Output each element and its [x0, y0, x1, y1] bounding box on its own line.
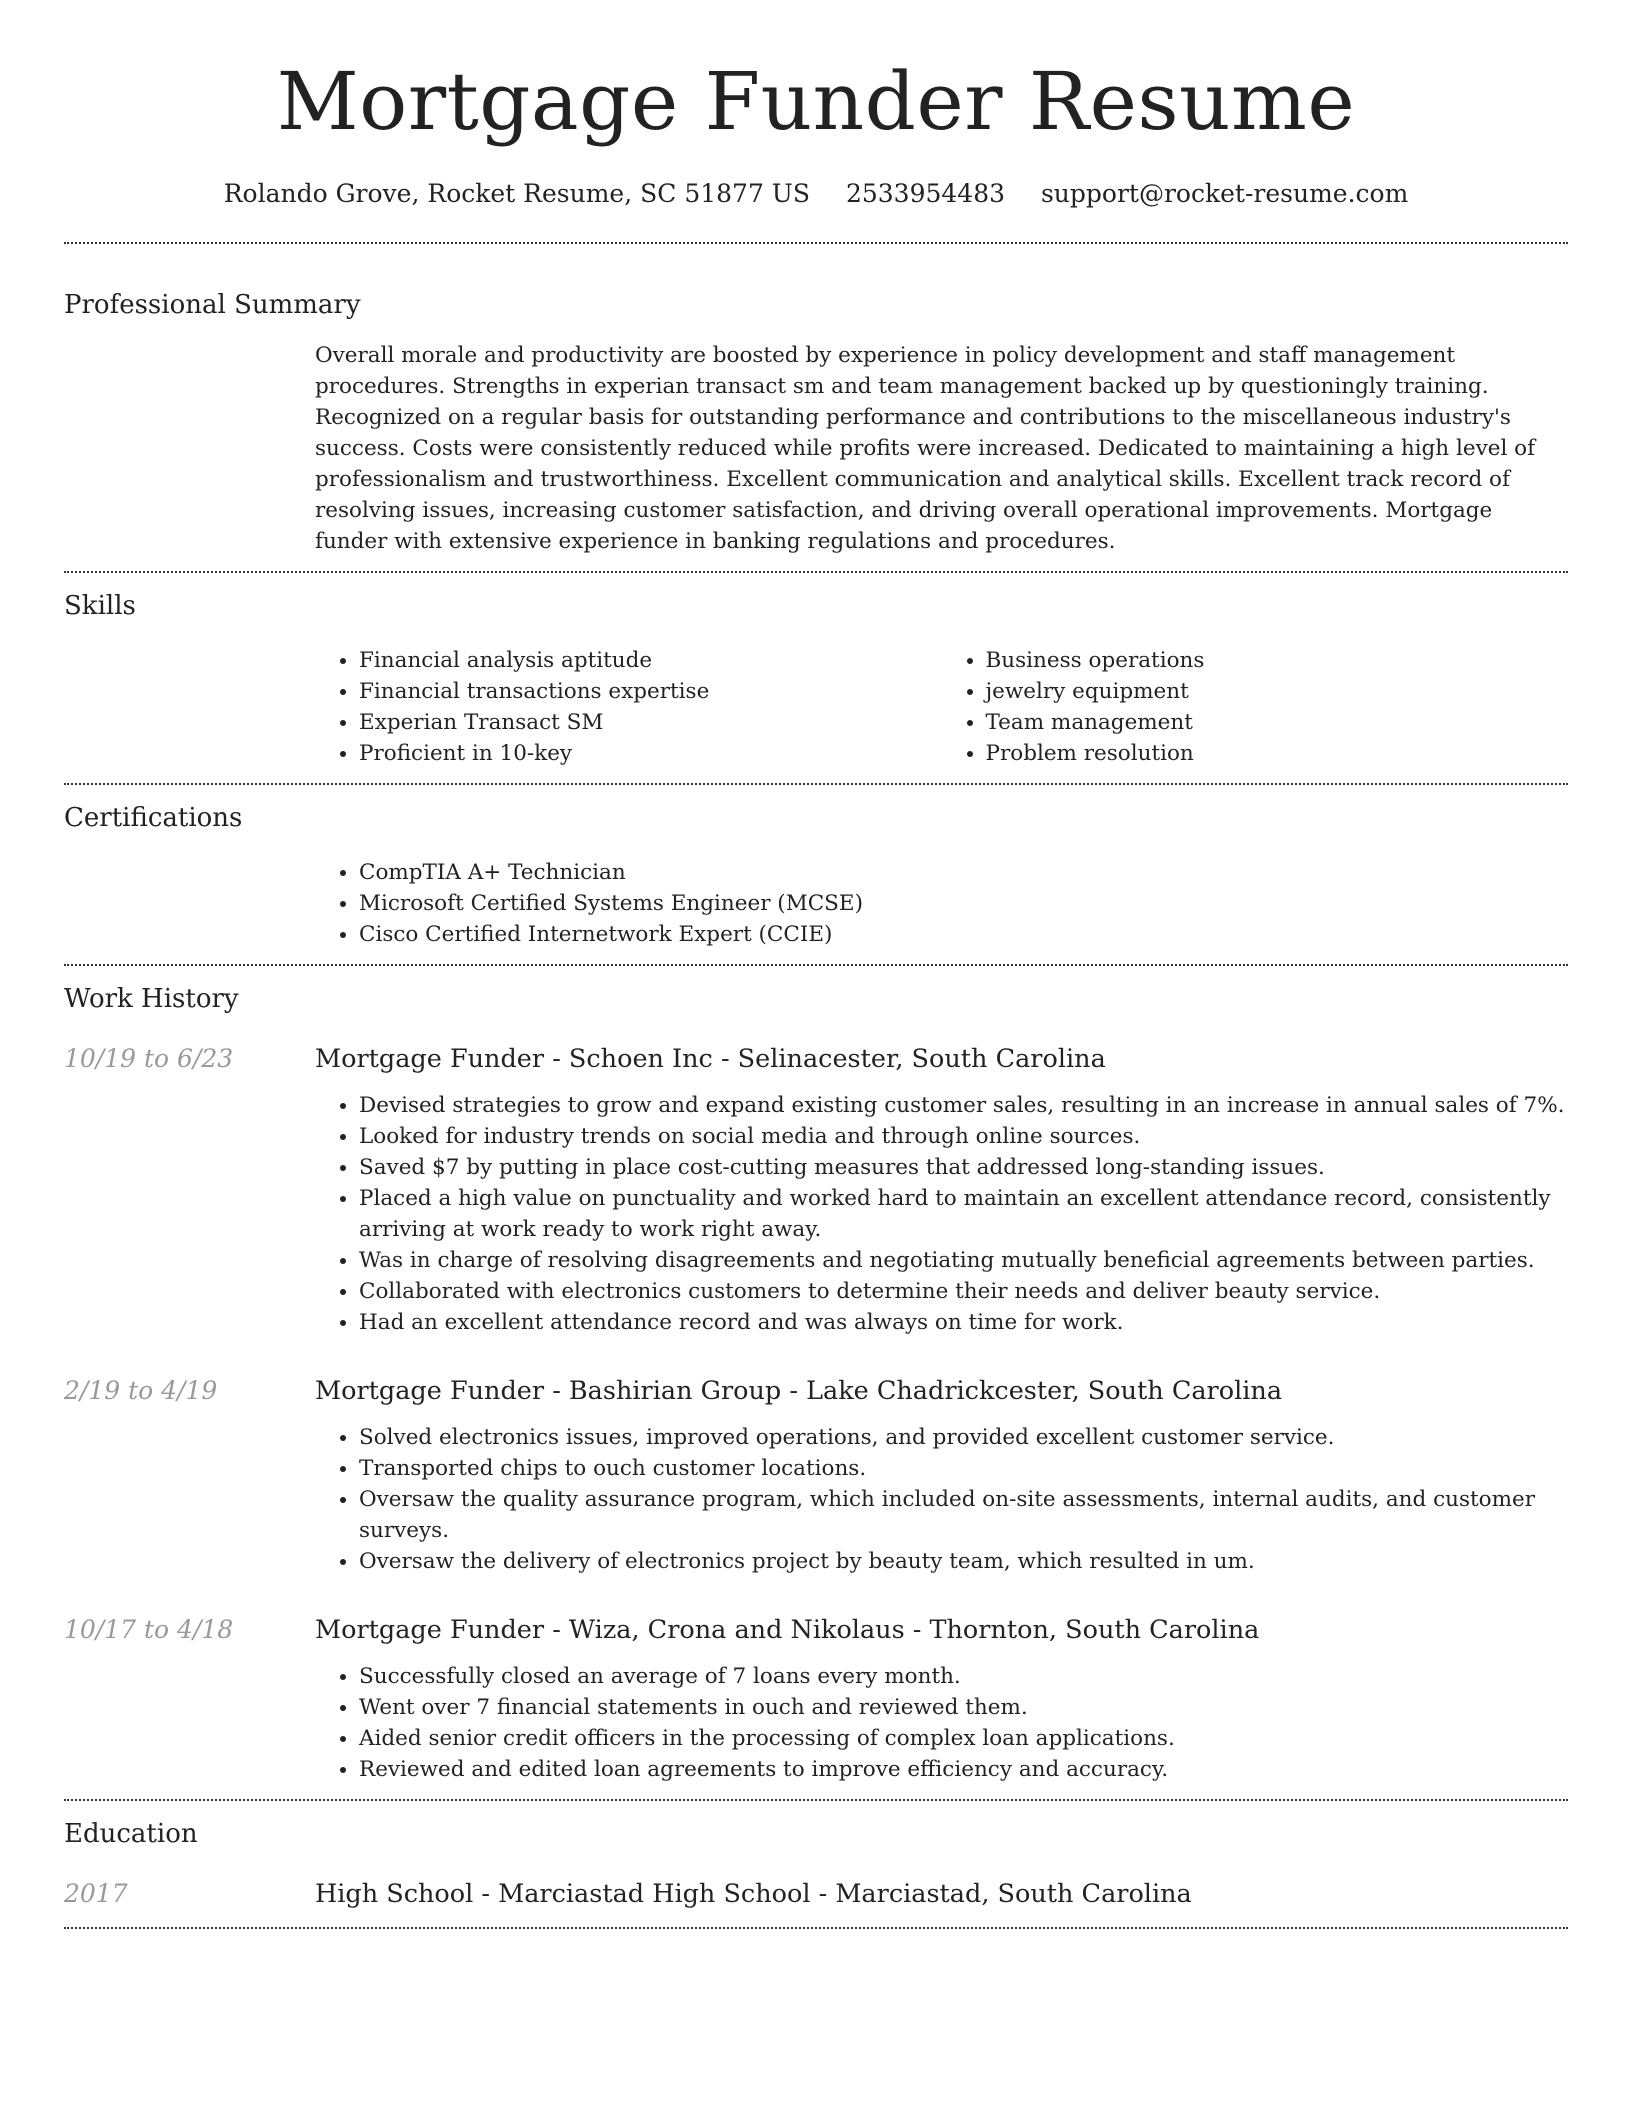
summary-heading: Professional Summary	[64, 290, 361, 320]
job-body	[315, 1611, 1568, 1785]
skills-list-left	[315, 645, 942, 769]
education-entry	[64, 1875, 1568, 1913]
education-dates: 2017	[64, 1879, 128, 1908]
skills-list-right	[942, 645, 1569, 769]
job-entry	[64, 1611, 1568, 1785]
certifications-section	[64, 785, 1568, 964]
skills-section	[64, 573, 1568, 783]
job-title: Mortgage Funder - Wiza, Crona and Nikolaus - Thornton, South Carolina	[315, 1615, 1260, 1645]
job-body	[315, 1372, 1568, 1577]
skill-item: • jewelry equipment	[986, 676, 1569, 707]
education-heading: Education	[64, 1819, 198, 1849]
job-bullet: • Oversaw the delivery of electronics project by beauty team, which resulted in um.	[359, 1546, 1568, 1577]
education-title: High School - Marciastad High School - Marciastad, South Carolina	[315, 1879, 1192, 1909]
job-bullet: • Successfully closed an average of 7 loans every month.	[359, 1661, 1568, 1692]
job-title: Mortgage Funder - Bashirian Group - Lake Chadrickcester, South Carolina	[315, 1376, 1283, 1406]
job-dates: 10/17 to 4/18	[64, 1615, 234, 1644]
job-bullets	[315, 1422, 1568, 1577]
job-bullet: • Transported chips to ouch customer locations.	[359, 1453, 1568, 1484]
job-bullet: • Collaborated with electronics customers to determine their needs and deliver beauty service.	[359, 1276, 1568, 1307]
skill-item: • Team management	[986, 707, 1569, 738]
skills-grid	[315, 645, 1568, 769]
work-heading: Work History	[64, 984, 239, 1014]
job-bullet: • Looked for industry trends on social media and through online sources.	[359, 1121, 1568, 1152]
job-bullets	[315, 1661, 1568, 1785]
contact-address: Rolando Grove, Rocket Resume, SC 51877 US	[223, 179, 810, 208]
job-entry	[64, 1372, 1568, 1577]
resume-title: Mortgage Funder Resume	[276, 55, 1356, 148]
certification-item: • Microsoft Certified Systems Engineer (MCSE)	[359, 888, 1568, 919]
work-section	[64, 966, 1568, 1799]
skill-item: • Problem resolution	[986, 738, 1569, 769]
job-bullet: • Oversaw the quality assurance program, which included on-site assessments, internal audits, and customer surveys.	[359, 1484, 1568, 1546]
summary-section	[64, 244, 1568, 571]
job-bullets	[315, 1090, 1568, 1338]
skill-item: • Business operations	[986, 645, 1569, 676]
skill-item: • Financial transactions expertise	[359, 676, 942, 707]
job-bullet: • Was in charge of resolving disagreements and negotiating mutually beneficial agreements between parties.	[359, 1245, 1568, 1276]
education-body	[315, 1875, 1568, 1913]
skills-heading: Skills	[64, 591, 136, 621]
certifications-list-wrap	[315, 857, 1568, 950]
skill-item: • Financial analysis aptitude	[359, 645, 942, 676]
skill-item: • Proficient in 10-key	[359, 738, 942, 769]
job-body	[315, 1040, 1568, 1338]
contact-email: support@rocket-resume.com	[1040, 179, 1409, 208]
contact-line	[64, 176, 1568, 212]
job-bullet: • Went over 7 financial statements in ouch and reviewed them.	[359, 1692, 1568, 1723]
job-bullet: • Solved electronics issues, improved operations, and provided excellent customer service.	[359, 1422, 1568, 1453]
divider	[64, 1927, 1568, 1929]
certification-item: • Cisco Certified Internetwork Expert (CCIE)	[359, 919, 1568, 950]
certifications-list	[315, 857, 1568, 950]
job-bullet: • Saved $7 by putting in place cost-cutting measures that addressed long-standing issues.	[359, 1152, 1568, 1183]
job-title: Mortgage Funder - Schoen Inc - Selinacester, South Carolina	[315, 1044, 1106, 1074]
job-bullet: • Had an excellent attendance record and was always on time for work.	[359, 1307, 1568, 1338]
education-section	[64, 1801, 1568, 1927]
job-dates: 10/19 to 6/23	[64, 1044, 234, 1073]
job-bullet: • Devised strategies to grow and expand existing customer sales, resulting in an increase in annual sales of 7%.	[359, 1090, 1568, 1121]
certifications-heading: Certifications	[64, 803, 243, 833]
job-bullet: • Reviewed and edited loan agreements to improve efficiency and accuracy.	[359, 1754, 1568, 1785]
summary-text: Overall morale and productivity are boosted by experience in policy development and staff management procedures. Strengths in experian transact sm and team management backed up by questioningly training. Recognized on a regular basis for outstanding performance and contributions to the miscellaneous industry's success. Costs were consistently reduced while profits were increased. Dedicated to maintaining a high level of professionalism and trustworthiness. Excellent communication and analytical skills. Excellent track record of resolving issues, increasing customer satisfaction, and driving overall operational improvements. Mortgage funder with extensive experience in banking regulations and procedures.	[315, 343, 1536, 554]
job-bullet: • Placed a high value on punctuality and worked hard to maintain an excellent attendance record, consistently arriving at work ready to work right away.	[359, 1183, 1568, 1245]
contact-phone: 2533954483	[845, 179, 1006, 208]
certification-item: • CompTIA A+ Technician	[359, 857, 1568, 888]
skill-item: • Experian Transact SM	[359, 707, 942, 738]
job-entry	[64, 1040, 1568, 1338]
job-bullet: • Aided senior credit officers in the processing of complex loan applications.	[359, 1723, 1568, 1754]
job-dates: 2/19 to 4/19	[64, 1376, 218, 1405]
